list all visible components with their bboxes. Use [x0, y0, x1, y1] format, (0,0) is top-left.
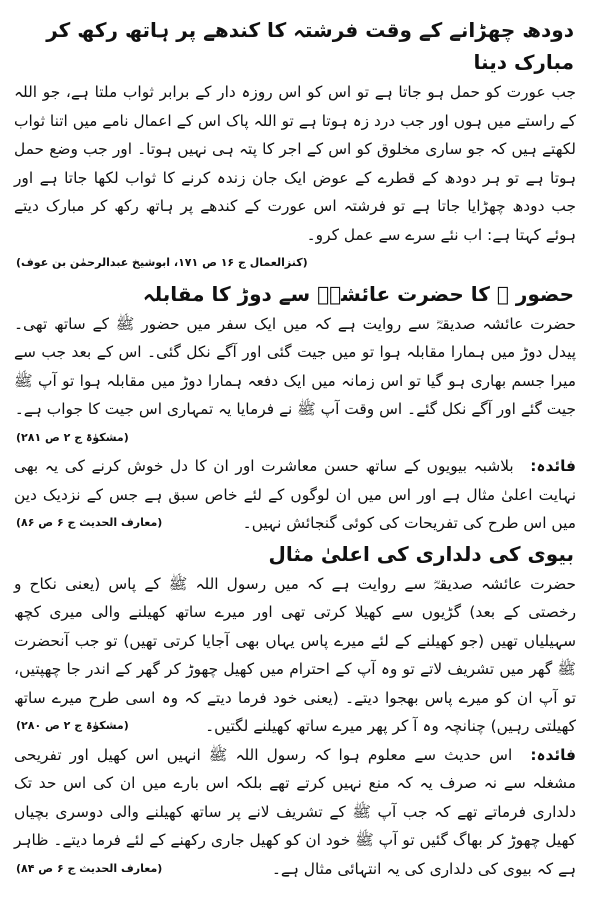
benefit-note — [14, 741, 576, 884]
benefit-label: فائدہ: — [530, 457, 576, 475]
section-heading: بیوی کی دلداری کی اعلیٰ مثال — [268, 541, 574, 566]
citation: (معارف الحدیث ج ۶ ص ۸۶) — [16, 516, 163, 529]
benefit-text: اس حدیث سے معلوم ہوا کہ رسول اللہ ﷺ انہیں اس کھیل اور تفریحی مشغلہ سے نہ صرف یہ کہ منع نہیں کرتے تھے بلکہ اس بارے میں ان کی اس حد تک دلداری فرماتے تھے کہ جب آپ ﷺ کے تشریف لانے پر ساتھ کھیلنے والی دوسری بچیاں کھیل چھوڑ کر بھاگ گئیں تو آپ ﷺ خود ان کو کھیل جاری رکھنے کے لئے فرما دیتے۔ ظاہر ہے کہ بیوی کی دلداری کی یہ انتہائی مثال ہے۔ — [14, 745, 576, 878]
citation: (کنزالعمال ج ۱۶ ص ۱۷۱، ابوشیخ عبدالرحمٰن بن عوف) — [16, 256, 308, 269]
section-race — [14, 278, 576, 538]
section-weaning-blessing — [14, 14, 576, 278]
section-body — [14, 570, 576, 741]
citation: (مشکوٰۃ ج ۲ ص ۲۸۱) — [16, 430, 129, 444]
citation: (مشکوٰۃ ج ۲ ص ۲۸۰) — [16, 719, 129, 732]
benefit-text: بلاشبہ بیویوں کے ساتھ حسن معاشرت اور ان کا دل خوش کرنے کی یہ بھی نہایت اعلیٰ مثال ہے اور اس میں ان لوگوں کے لئے خاص سبق ہے جس کے نزدیک دین میں اس طرح کی تفریحات کی کوئی گنجائش نہیں۔ — [14, 457, 576, 532]
benefit-note — [14, 452, 576, 538]
body-text: حضرت عائشہ صدیقہؓ سے روایت ہے کہ میں ایک سفر میں حضور ﷺ کے ساتھ تھی۔ پیدل دوڑ میں ہمارا مقابلہ ہوا تو میں جیت گئی اور آگے نکل گئی۔ اس کے بعد جب سے میرا جسم بھاری ہو گیا تو اس زمانہ میں ایک دفعہ ہمارا دوڑ میں مقابلہ ہوا تو آپ ﷺ جیت گئے اور آگے نکل گئے۔ اس وقت آپ ﷺ نے فرمایا یہ تمہاری اس جیت کا جواب ہے۔ — [14, 314, 576, 418]
body-text: حضرت عائشہ صدیقہؓ سے روایت ہے کہ میں رسول اللہ ﷺ کے پاس (یعنی نکاح و رخصتی کے بعد) گڑیوں سے کھیلا کرتی تھی اور میرے ساتھ کھیلنے والی میری کچھ سہیلیاں تھیں (جو کھیلنے کے لئے میرے پاس یہاں بھی آجایا کرتی تھیں) تو جب آنحضرت ﷺ گھر میں تشریف لاتے تو وہ آپ کے احترام میں کھیل چھوڑ کر گھر کے اندر جا چھپتیں، تو آپ ان کو میرے پاس بھجوا دیتے۔ (یعنی خود فرما دیتے کہ وہ اسی طرح میرے ساتھ کھیلتی رہیں) چنانچہ وہ آ کر پھر میرے ساتھ کھیلنے لگتیں۔ — [14, 574, 576, 735]
section-heading: حضور ﷺ کا حضرت عائشہؓ سے دوڑ کا مقابلہ — [142, 281, 574, 306]
body-text: جب عورت کو حمل ہو جاتا ہے تو اس کو اس روزہ دار کے برابر ثواب ملتا ہے، جو اللہ کے راستے میں ہوں اور جب درد زہ ہوتا ہے تو اللہ پاک اس کے اعمال نامے میں اتنا ثواب لکھتے ہیں کہ جو ساری مخلوق کو اس کے اجر کا پتہ ہی نہیں ہوتا۔ اور جب وضع حمل ہوتا ہے تو ہر دودھ کے قطرے کے عوض ایک جان زندہ کرنے کا ثواب لکھا جاتا ہے اور جب دودھ چھڑایا جاتا ہے تو فرشتہ اس عورت کے کندھے پر ہاتھ رکھ کر مبارک دیتے ہوئے کہتا ہے: اب نئے سرے سے عمل کرو۔ — [14, 83, 576, 244]
section-body — [14, 310, 576, 444]
benefit-label: فائدہ: — [530, 745, 577, 764]
section-body — [14, 78, 576, 269]
citation: (معارف الحدیث ج ۶ ص ۸۴) — [16, 861, 163, 875]
section-wife-affection — [14, 538, 576, 884]
section-heading: دودھ چھڑانے کے وقت فرشتہ کا کندھے پر ہاتھ رکھ کر مبارک دینا — [46, 18, 574, 74]
